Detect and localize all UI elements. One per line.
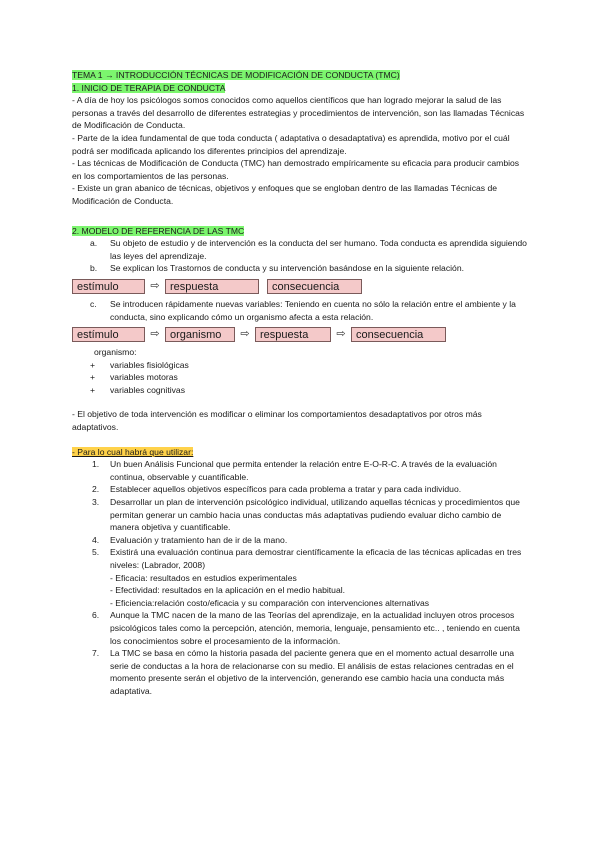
document-page [72,69,530,698]
item-b: b. Se explican los Trastornos de conducta y su intervención basándose en la siguiente relación. [90,263,464,274]
objective-paragraph: - El objetivo de toda intervención es modificar o eliminar los comportamientos desadaptativos por otros más adaptativos. [72,409,482,433]
numbered-item: 3. Desarrollar un plan de intervención psicológico individual, utilizando aquellas técnicas y procedimientos que permitan generar un cambio hacia unas conductas más adaptativas pudiendo evaluar dicho cambio de manera objetiva y cuantificable. [92,497,520,533]
arrow-icon: ⇨ [150,328,160,341]
numbered-item: 7. La TMC se basa en cómo la historia pasada del paciente genera que en el momento actual desarrolle una serie de conductas a la hora de relacionarse con su medio. El análisis de estas relaciones centradas en el momento presente serán el objetivo de la intervención, generando ese cambio hacia una conducta más adaptativa. [92,648,514,696]
flow-box-consecuencia: consecuencia [267,279,362,294]
flow-box-estimulo: estímulo [72,279,145,294]
arrow-icon: ⇨ [150,280,160,293]
document-title: TEMA 1 → INTRODUCCIÓN TÉCNICAS DE MODIFICACIÓN DE CONDUCTA (TMC) [72,70,400,80]
section1-heading: 1. INICIO DE TERAPIA DE CONDUCTA [72,82,226,93]
numbered-item: 2. Establecer aquellos objetivos específicos para cada problema a tratar y para cada individuo. [92,484,462,495]
level-item: - Efectividad: resultados en la aplicación en el medio habitual. [110,585,346,596]
s1-paragraph: - A día de hoy los psicólogos somos conocidos como aquellos científicos que han logrado mejorar la salud de las personas a través del desarrollo de diferentes estrategias y procedimientos de intervención, son las llamadas Técnicas de Modificación de Conducta. [72,95,525,131]
section3-heading: - Para lo cual habrá que utilizar: [72,446,194,457]
item-a: a. Su objeto de estudio y de intervención es la conducta del ser humano. Toda conducta es aprendida siguiendo las leyes del aprendizaje. [90,238,527,261]
variable-item: + variables fisiológicas [90,359,189,370]
level-item: - Eficiencia:relación costo/eficacia y su comparación con intervenciones alternativas [110,597,430,608]
flow-box-estimulo: estímulo [72,327,145,342]
arrow-icon: ⇨ [336,328,346,341]
s1-paragraph: - Existe un gran abanico de técnicas, objetivos y enfoques que se engloban dentro de las llamadas Técnicas de Modificación de Conducta. [72,183,498,206]
variable-item: + variables cognitivas [90,384,185,395]
flow-box-consecuencia: consecuencia [351,327,446,342]
organismo-label: organismo: [94,347,137,358]
flow-diagram-2 [72,326,530,343]
level-item: - Eficacia: resultados en estudios experimentales [110,572,297,583]
numbered-item: 1. Un buen Análisis Funcional que permita entender la relación entre E-O-R-C. A través de la evaluación continua, observable y cuantificable. [92,459,497,482]
flow-box-organismo: organismo [165,327,235,342]
variable-item: + variables motoras [90,372,178,383]
flow-box-respuesta: respuesta [165,279,259,294]
section2-heading: 2. MODELO DE REFERENCIA DE LAS TMC [72,225,245,236]
item-c: c. Se introducen rápidamente nuevas variables: Teniendo en cuenta no sólo la relación entre el ambiente y la conducta, sino explicando cómo un organismo afecta a esta relación. [90,298,516,322]
flow-diagram-1 [72,278,530,295]
numbered-item: 4. Evaluación y tratamiento han de ir de la mano. [92,534,288,545]
s1-paragraph: - Las técnicas de Modificación de Conducta (TMC) han demostrado empíricamente su eficacia para producir cambios en los comportamientos de las personas. [72,158,520,181]
numbered-item: 5. Existirá una evaluación continua para demostrar científicamente la eficacia de las técnicas aplicadas en tres niveles: (Labrador, 2008) [92,547,522,570]
flow-box-respuesta: respuesta [255,327,331,342]
s1-paragraph: - Parte de la idea fundamental de que toda conducta ( adaptativa o desadaptativa) es aprendida, motivo por el cuál podrá ser modificada aplicando los diferentes principios del aprendizaje. [72,132,510,156]
numbered-item: 6. Aunque la TMC nacen de la mano de las Teorías del aprendizaje, en la actualidad incluyen otros procesos psicológicos tales como la percepción, atención, memoria, lenguaje, pensamiento etc.. , teniendo en cuenta los conocimientos sobre el procesamiento de la información. [92,610,520,646]
arrow-icon: ⇨ [240,328,250,341]
